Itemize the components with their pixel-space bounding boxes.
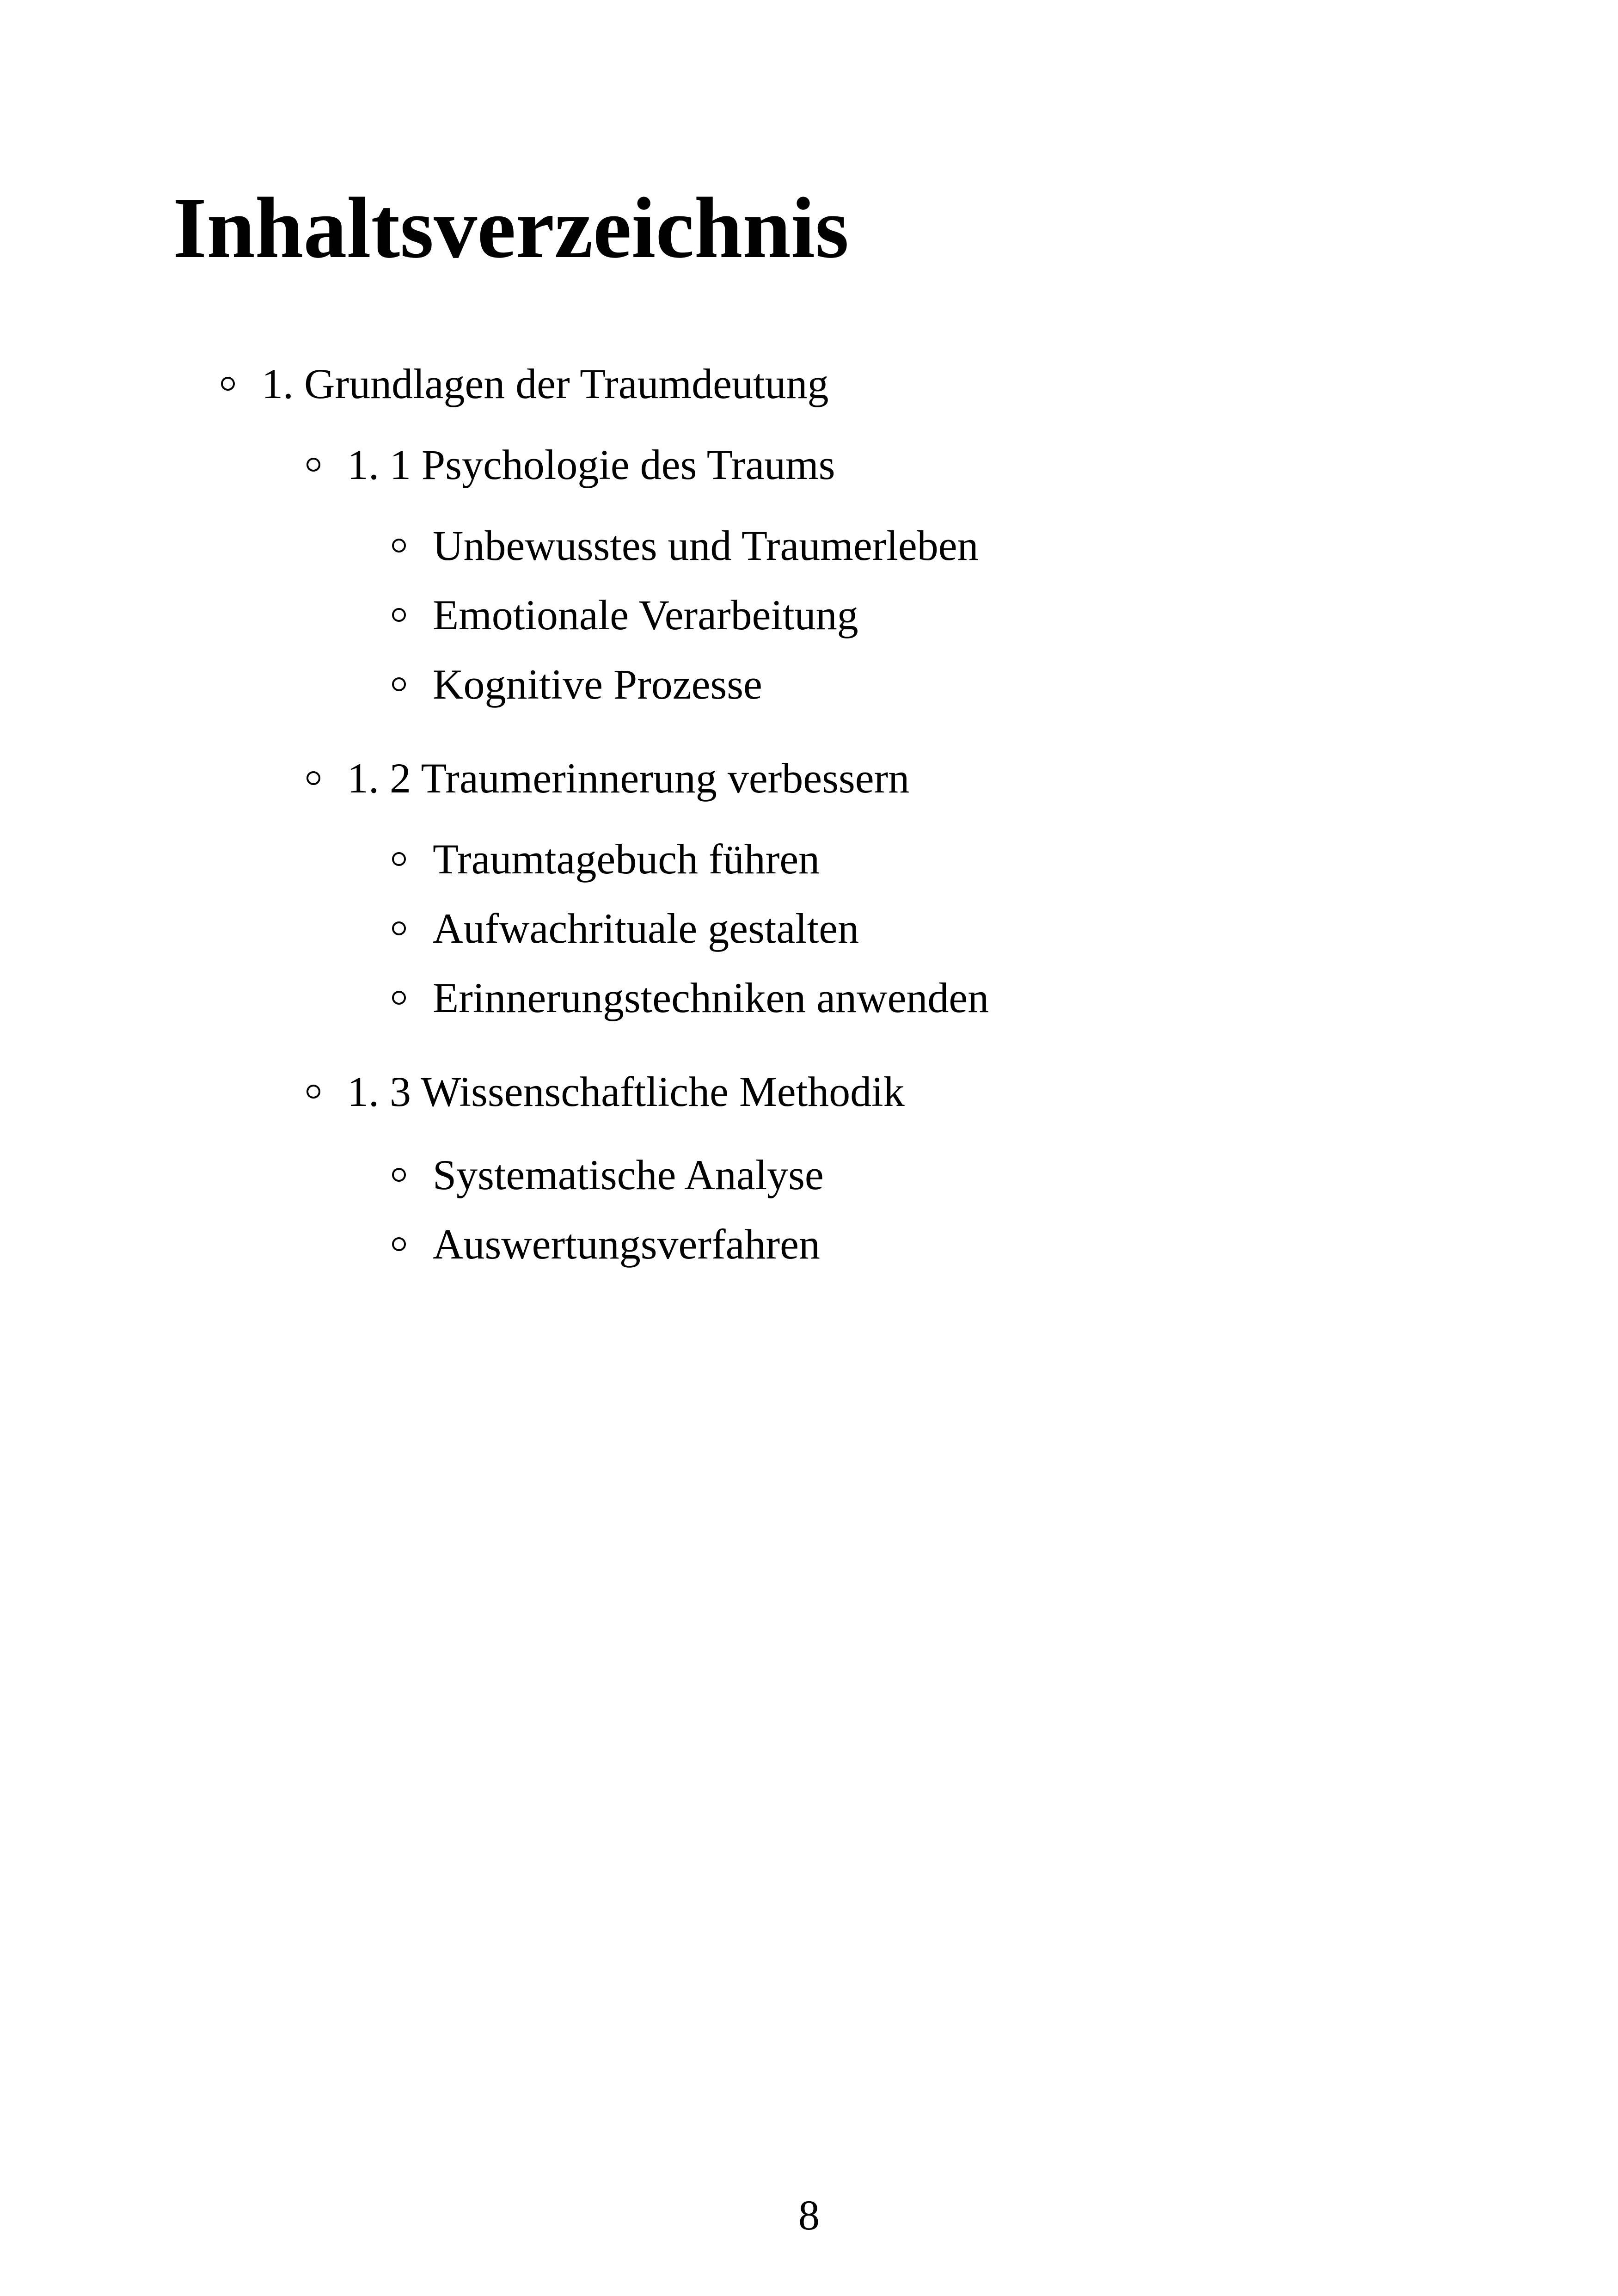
toc-entry-label: Aufwachrituale gestalten <box>433 905 859 952</box>
circle-bullet-icon <box>306 1085 320 1099</box>
toc-entry-label: Auswertungsverfahren <box>433 1221 820 1268</box>
toc-item[interactable] <box>392 1219 820 1270</box>
page-title: Inhaltsverzeichnis <box>173 179 849 276</box>
toc-entry-label: Kognitive Prozesse <box>433 661 762 708</box>
toc-item[interactable] <box>392 589 858 640</box>
toc-entry-label: Emotionale Verarbeitung <box>433 591 858 638</box>
circle-bullet-icon <box>392 991 406 1005</box>
circle-bullet-icon <box>392 677 406 691</box>
toc-item[interactable] <box>392 834 820 884</box>
circle-bullet-icon <box>392 852 406 866</box>
toc-item[interactable] <box>392 659 762 710</box>
toc-item[interactable] <box>392 520 979 571</box>
toc-chapter-1[interactable] <box>221 358 829 409</box>
circle-bullet-icon <box>306 771 320 785</box>
toc-entry-label: 1. 1 Psychologie des Traums <box>347 441 835 488</box>
circle-bullet-icon <box>392 1237 406 1251</box>
toc-item[interactable] <box>392 1149 824 1200</box>
toc-section-1-3[interactable] <box>306 1066 905 1117</box>
circle-bullet-icon <box>392 539 406 553</box>
circle-bullet-icon <box>392 921 406 935</box>
toc-entry-label: Traumtagebuch führen <box>433 835 820 883</box>
circle-bullet-icon <box>392 608 406 622</box>
toc-entry-label: Systematische Analyse <box>433 1151 824 1198</box>
toc-item[interactable] <box>392 903 859 954</box>
toc-entry-label: Unbewusstes und Traumerleben <box>433 522 979 569</box>
toc-entry-label: Erinnerungstechniken anwenden <box>433 974 989 1021</box>
circle-bullet-icon <box>392 1168 406 1182</box>
toc-entry-label: 1. 3 Wissenschaftliche Methodik <box>347 1068 905 1115</box>
toc-section-1-2[interactable] <box>306 753 909 804</box>
toc-item[interactable] <box>392 972 989 1023</box>
circle-bullet-icon <box>221 377 235 391</box>
toc-section-1-1[interactable] <box>306 439 835 490</box>
page-number: 8 <box>798 2192 820 2239</box>
toc-entry-label: 1. Grundlagen der Traumdeutung <box>262 360 829 407</box>
circle-bullet-icon <box>306 458 320 472</box>
toc-entry-label: 1. 2 Traumerinnerung verbessern <box>347 755 910 802</box>
